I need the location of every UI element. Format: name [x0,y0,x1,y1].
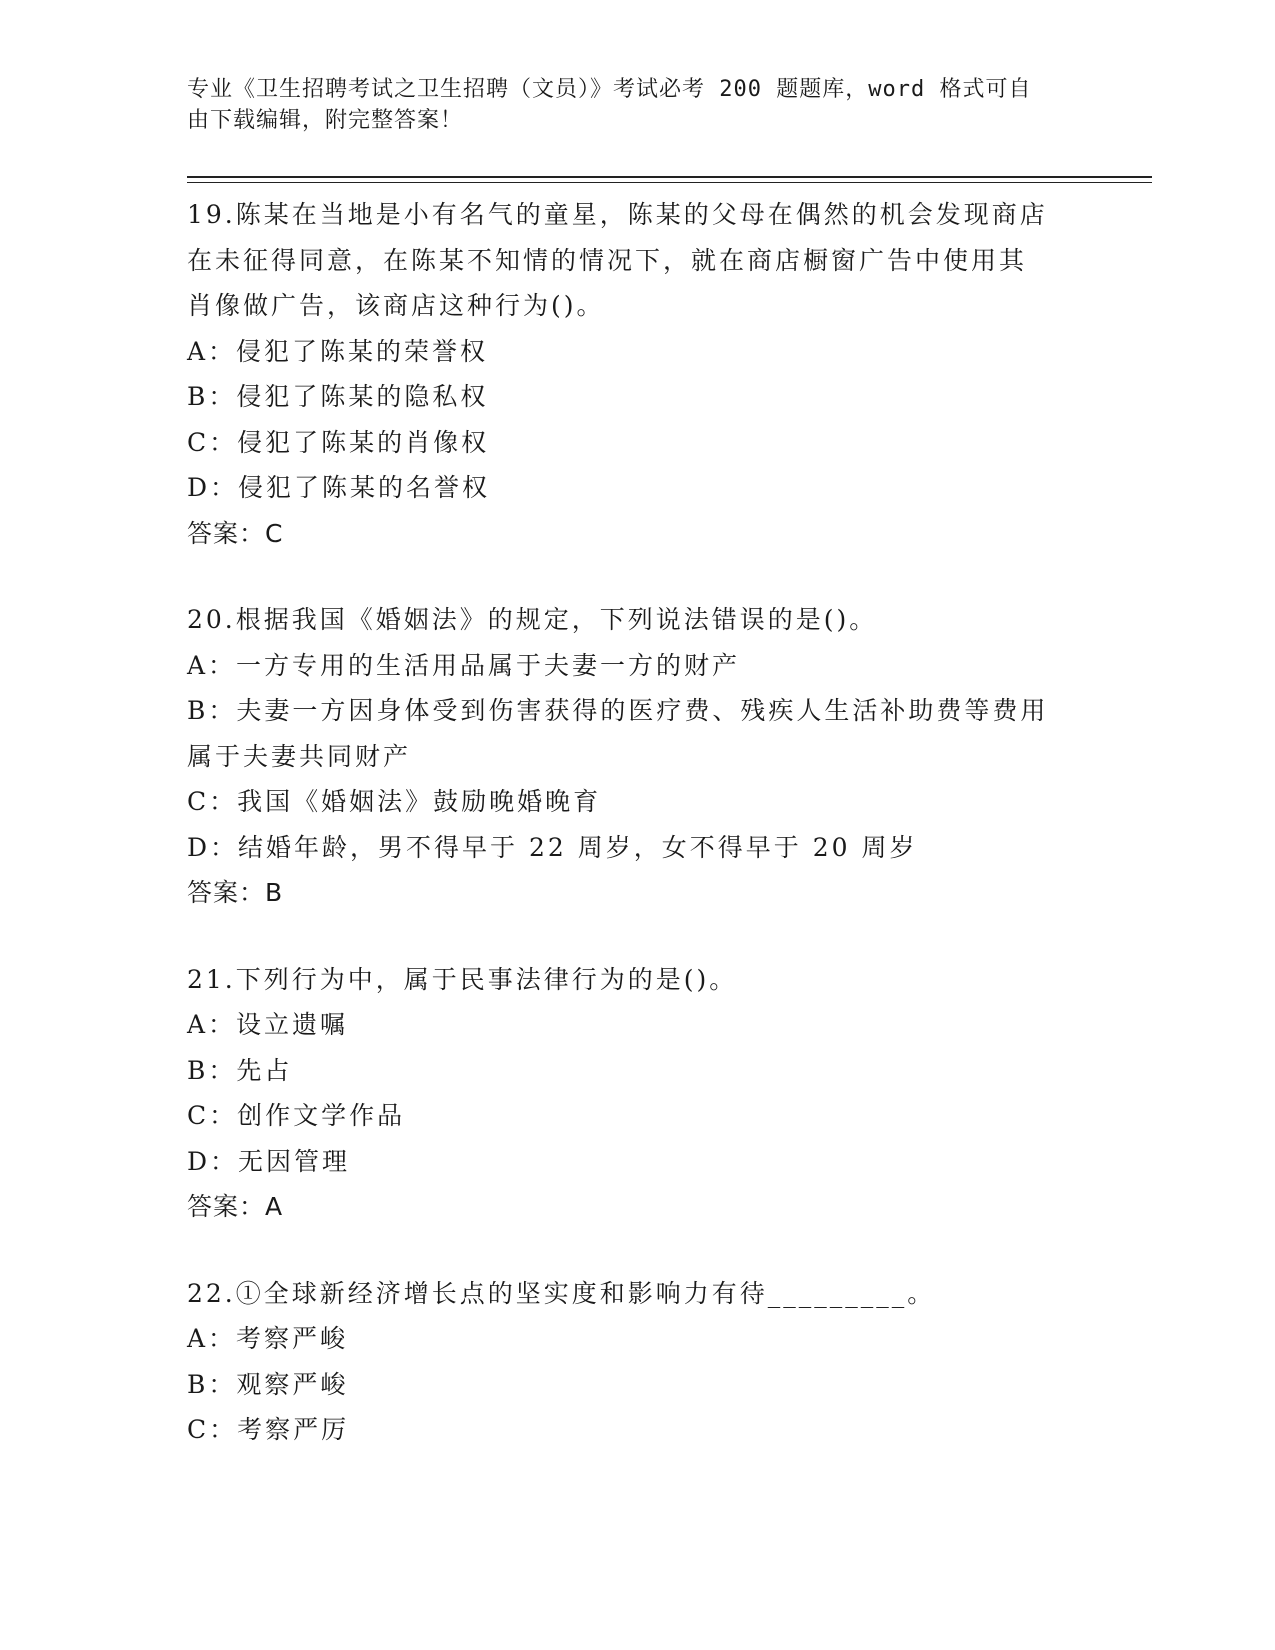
answer-line: 答案：A [187,1192,284,1221]
document-header [187,74,1067,136]
question-20 [187,597,1087,916]
question-21 [187,957,1087,1230]
question-stem-line: 21.下列行为中，属于民事法律行为的是()。 [187,964,738,994]
option-c: C：创作文学作品 [187,1101,406,1130]
option-b-continued: 属于夫妻共同财产 [187,741,412,771]
question-list [187,192,1087,1494]
option-b: B：观察严峻 [187,1369,349,1399]
question-22 [187,1271,1087,1453]
option-d: D：侵犯了陈某的名誉权 [187,473,491,502]
option-a: A：设立遗嘱 [187,1010,349,1039]
question-stem-line: 肖像做广告，该商店这种行为()。 [187,291,605,320]
option-c: C：侵犯了陈某的肖像权 [187,427,490,457]
option-b: B：先占 [187,1055,293,1085]
answer-line: 答案：C [187,518,284,548]
option-b: B：夫妻一方因身体受到伤害获得的医疗费、残疾人生活补助费等费用 [187,696,1049,725]
header-line-2: 由下载编辑，附完整答案！ [187,108,464,133]
question-stem-line: 19.陈某在当地是小有名气的童星，陈某的父母在偶然的机会发现商店 [187,200,1048,229]
option-d: D：结婚年龄，男不得早于 22 周岁，女不得早于 20 周岁 [187,832,918,862]
header-rule-thick [187,176,1152,178]
option-c: C：考察严厉 [187,1415,350,1444]
option-a: A：侵犯了陈某的荣誉权 [187,336,489,366]
header-line-1: 专业《卫生招聘考试之卫生招聘（文员）》考试必考 200 题题库，word 格式可自 [187,77,1032,102]
option-c: C：我国《婚姻法》鼓励晚婚晚育 [187,787,602,816]
option-a: A：考察严峻 [187,1324,349,1353]
question-stem-line: 20.根据我国《婚姻法》的规定，下列说法错误的是()。 [187,605,878,634]
option-d: D：无因管理 [187,1146,351,1176]
question-19 [187,192,1087,556]
option-a: A：一方专用的生活用品属于夫妻一方的财产 [187,650,741,680]
question-stem-line: 在未征得同意，在陈某不知情的情况下，就在商店橱窗广告中使用其 [187,245,1028,275]
question-stem-line: 22.①全球新经济增长点的坚实度和影响力有待_________。 [187,1278,936,1308]
header-rule-thin [187,182,1152,183]
option-b: B：侵犯了陈某的隐私权 [187,382,489,411]
answer-line: 答案：B [187,878,284,907]
